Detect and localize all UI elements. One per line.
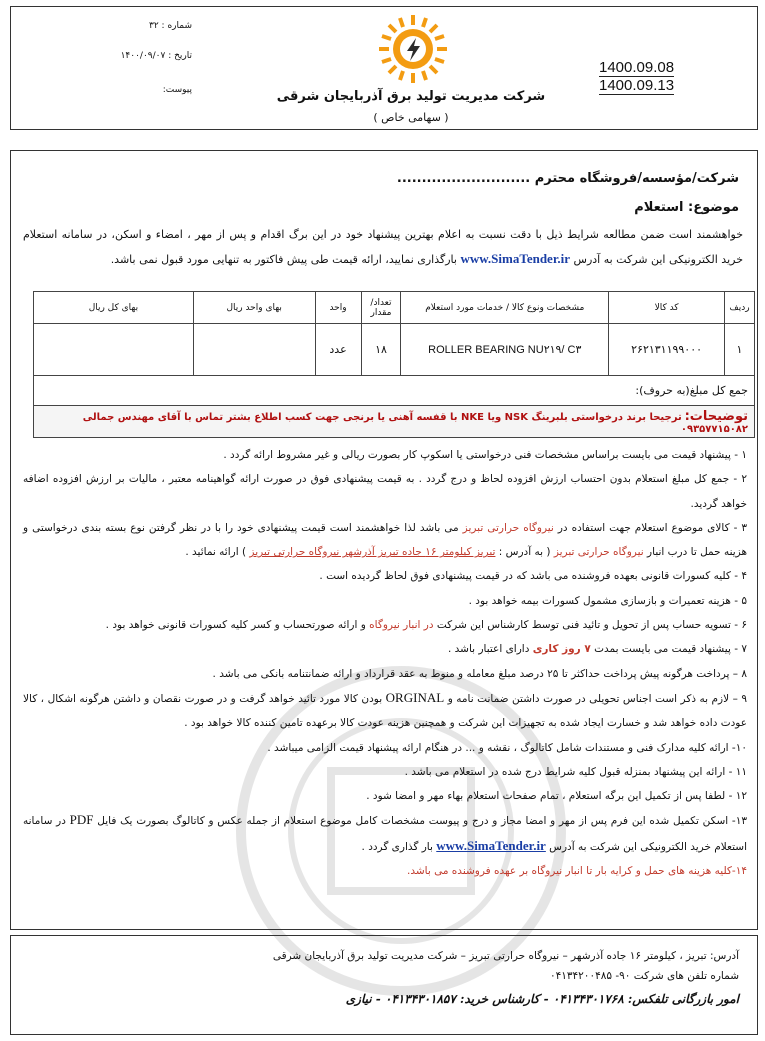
footer-address-block: [273, 946, 739, 986]
footer: [10, 935, 758, 1035]
footer-address: آدرس: تبریز ، کیلومتر ۱۶ جاده آذرشهر – نیروگاه حرارتی تبریز – شرکت مدیریت تولید برق آذربایجان شرقی: [272, 950, 739, 962]
inquiry-table: [33, 291, 755, 438]
company-type: ( سهامی خاص ): [373, 111, 449, 124]
footer-phones: شماره تلفن های شرکت ۹۰- ۰۴۱۳۴۲۰۰۴۸۵: [549, 970, 739, 982]
company-name: شرکت مدیریت تولید برق آذربایجان شرقی: [276, 89, 546, 104]
col-row: ردیف: [725, 292, 755, 324]
letter-number: شماره : ۳۲: [149, 21, 192, 31]
col-unit: واحد: [315, 292, 361, 324]
table-row: [34, 324, 755, 376]
condition-14: ۱۴-کلیه هزینه های حمل و کرایه بار تا انبار نیروگاه بر عهده فروشنده می باشد.: [406, 865, 747, 878]
intro-paragraph: [23, 223, 743, 272]
condition-13: ۱۳- اسکن تکمیل شده این فرم پس از مهر و امضا مجاز و درج و پیوست مشخصات کامل موضوع استعلام از جمله عکس و کاتالوگ بصورت یک فایل PDF در سامانه استعلام خرید الکترونیکی این شرکت به آدرس www.SimaTender.ir بار گذاری گردد .: [23, 812, 747, 853]
intro-text: خواهشمند است ضمن مطالعه شرایط ذیل با دقت نسبت به اعلام بهترین پیشنهاد خود در این برگ اقدام و پس از مهر ، امضاء و اسکن، در سامانه استعلام خرید الکترونیکی این شرکت به آدرس: [23, 228, 743, 266]
intro-tail: بارگذاری نمایید، ارائه قیمت طی پیش فاکتور به تنهایی مورد قبول نمی باشد.: [110, 253, 457, 266]
conditions-list: [23, 443, 747, 883]
attachment-label: پیوست:: [162, 85, 192, 95]
cell-row: ۱: [725, 324, 755, 376]
handwritten-date-2: 1400.09.13: [599, 77, 675, 94]
col-code: کد کالا: [609, 292, 725, 324]
footer-contact: امور بازرگانی تلفکس: ۰۴۱۳۴۳۰۱۷۶۸ - کارشناس خرید: ۰۴۱۳۴۳۰۱۸۵۷ - نیازی: [345, 992, 739, 1006]
notes-cell: [34, 406, 755, 438]
handwritten-date-1: 1400.09.08: [599, 59, 675, 76]
cell-qty: ۱۸: [361, 324, 401, 376]
condition-10: ۱۰- ارائه کلیه مدارک فنی و مستندات شامل کاتالوگ ، نقشه و ... در هنگام ارائه پیشنهاد قیمت الزامی میباشد .: [267, 741, 747, 754]
condition-7: ۷ - پیشنهاد قیمت می بایست بمدت ۷ روز کاری دارای اعتبار باشد .: [448, 643, 747, 656]
letter-date: تاریخ : ۱۴۰۰/۰۹/۰۷: [120, 51, 192, 61]
condition-4: ۴ - کلیه کسورات قانونی بعهده فروشنده می باشد که در قیمت پیشنهادی فوق لحاظ گردیده است .: [319, 570, 747, 583]
pdf-text: PDF: [69, 812, 94, 828]
plant-address: تبریز کیلومتر ۱۶ جاده تبریز آذرشهر نیروگاه حرارتی تبریز: [249, 546, 496, 559]
col-total-price: بهای کل ریال: [34, 292, 194, 324]
col-qty: تعداد/ مقدار: [361, 292, 401, 324]
handwritten-dates: [599, 59, 674, 95]
notes-title: توضیحات:: [684, 408, 748, 424]
total-label: جمع کل مبلغ(به حروف):: [34, 376, 755, 406]
condition-6: ۶ - تسویه حساب پس از تحویل و تائید فنی توسط کارشناس این شرکت در انبار نیروگاه و ارائه صورتحساب و کسر کلیه کسورات قانونی خواهد بود .: [105, 619, 747, 632]
cell-total-price[interactable]: [34, 324, 194, 376]
notes-text: ترجیحا برند درخواستی بلبرینگ NSK ویا NKE با قفسه آهنی یا برنجی جهت کسب اطلاع بشتر تماس با آقای مهندس جمالی ۰۹۳۵۷۷۱۵۰۸۲: [82, 411, 748, 435]
original-text: ORGINAL: [385, 689, 445, 705]
recipient-line: شرکت/مؤسسه/فروشگاه محترم ...........................: [396, 171, 739, 186]
simatender-link[interactable]: www.SimaTender.ir: [460, 251, 571, 266]
condition-12: ۱۲ - لطفا پس از تکمیل این برگه استعلام ، تمام صفحات استعلام بهاء مهر و امضا شود .: [366, 790, 747, 803]
letter-body: [10, 150, 758, 930]
total-row: [34, 376, 755, 406]
cell-code: ۲۶۲۱۳۱۱۹۹۰۰۰: [609, 324, 725, 376]
condition-9: ۹ – لازم به ذکر است اجناس تحویلی در صورت داشتن ضمانت نامه و ORGINAL بودن کالا مورد تائید خواهد گرفت و در صورت نقصان و داشتن هرگونه اشکال ، کالا عودت داده خواهد شد و خسارت ایجاد شده به تجهیزات این شرکت و همچنین هزینه عودت کالا برعهده تامین کننده کالا خواهد بود .: [23, 689, 748, 730]
plant-name-2: نیروگاه حرارتی تبریز: [553, 546, 644, 559]
cell-spec: ROLLER BEARING NU۲۱۹/ C۳: [401, 324, 609, 376]
col-spec: مشخصات ونوع کالا / خدمات مورد استعلام: [401, 292, 609, 324]
letterhead: [10, 6, 758, 130]
simatender-link-2[interactable]: www.SimaTender.ir: [436, 837, 546, 853]
cell-unit-price[interactable]: [193, 324, 315, 376]
col-unit-price: بهای واحد ریال: [193, 292, 315, 324]
condition-1: ۱ - پیشنهاد قیمت می بایست براساس مشخصات فنی درخواستی یا اسکوپ کار بصورت ریالی و غیر مشروط ارائه گردد .: [223, 449, 747, 461]
condition-5: ۵ - هزینه تعمیرات و بازسازی مشمول کسورات بیمه خواهد بود .: [468, 594, 747, 607]
warehouse-text: در انبار نیروگاه: [369, 619, 434, 632]
subject-line: موضوع: استعلام: [634, 200, 739, 215]
plant-name: نیروگاه حرارتی تبریز: [462, 521, 554, 534]
condition-8: ۸ – پرداخت هرگونه پیش پرداخت حداکثر تا ۲۵ درصد مبلغ معامله و منوط به عقد قرارداد و ارائه ضمانتنامه بانکی می باشد .: [212, 667, 747, 680]
condition-3: ۳ - کالای موضوع استعلام جهت استفاده در نیروگاه حرارتی تبریز می باشد لذا خواهشمند است قیمت پیشنهادی خود را با در نظر گرفتن نوع بسته بندی درخواستی و هزینه حمل تا درب انبار نیروگاه حرارتی تبریز ( به آدرس : تبریز کیلومتر ۱۶ جاده تبریز آذرشهر نیروگاه حرارتی تبریز ) ارائه نمائید .: [23, 521, 747, 559]
condition-2: ۲ - جمع کل مبلغ استعلام بدون احتساب ارزش افزوده لحاظ و درج گردد . به قیمت پیشنهادی فوق در صورت ارائه گواهینامه معتبر ، مالیات بر ارزش افزوده اضافه خواهد گردید.: [23, 473, 747, 510]
notes-row: [34, 406, 755, 438]
company-logo-icon: [377, 13, 449, 85]
validity-days: ۷ روز کاری: [532, 643, 591, 656]
condition-11: ۱۱ - ارائه این پیشنهاد بمنزله قبول کلیه شرایط درج شده در استعلام می باشد .: [404, 765, 747, 778]
cell-unit: عدد: [315, 324, 361, 376]
